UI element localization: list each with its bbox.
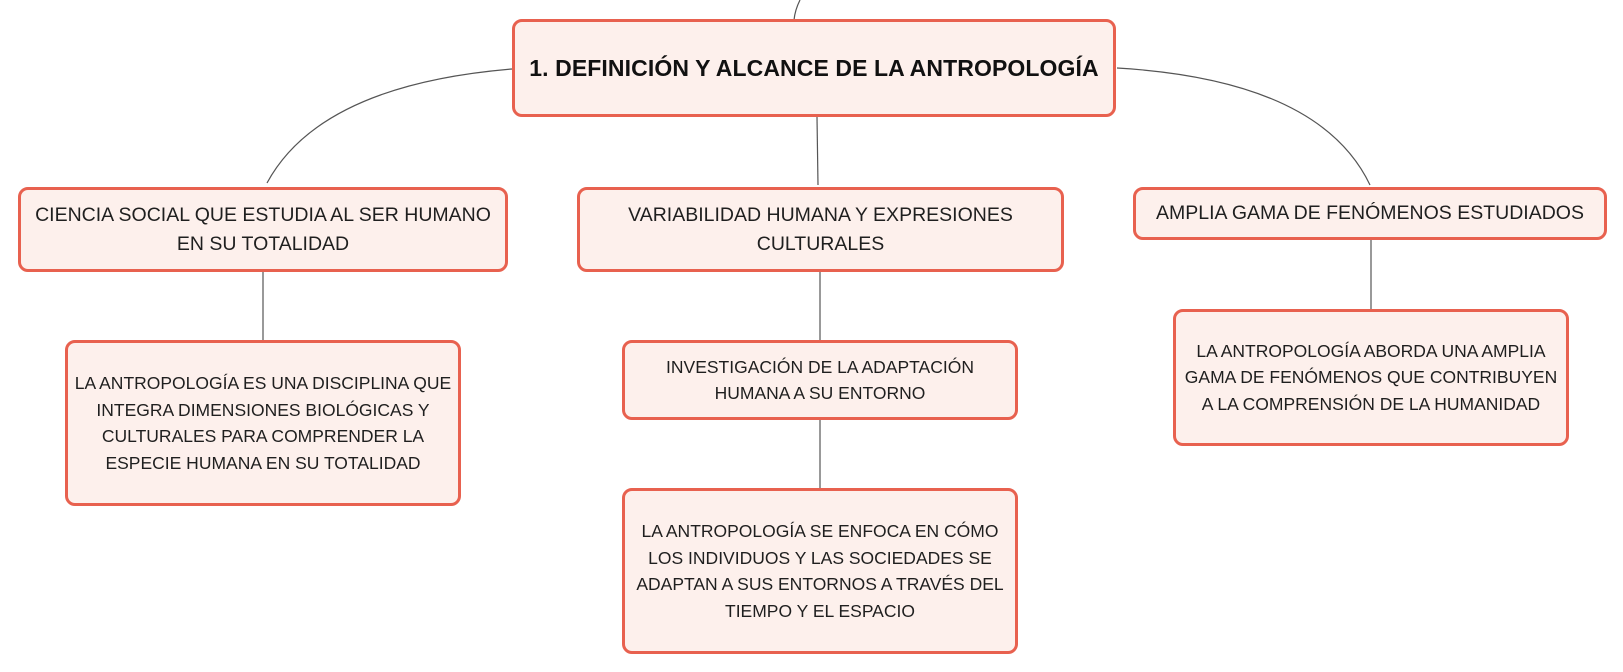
subtopic-text: LA ANTROPOLOGÍA ES UNA DISCIPLINA QUE INTEGRA DIMENSIONES BIOLÓGICAS Y CULTURALES PARA COMPRENDER LA ESPECIE HUMANA EN SU TOTALIDAD bbox=[74, 373, 452, 473]
connector-parent-to-root bbox=[794, 0, 800, 20]
subtopic-aborda-fenomenos[interactable] bbox=[1173, 309, 1569, 446]
branch-topic-text: CIENCIA SOCIAL QUE ESTUDIA AL SER HUMANO EN SU TOTALIDAD bbox=[35, 203, 491, 255]
branch-topic-text: AMPLIA GAMA DE FENÓMENOS ESTUDIADOS bbox=[1155, 202, 1584, 224]
subtopic-text: LA ANTROPOLOGÍA ABORDA UNA AMPLIA GAMA DE FENÓMENOS QUE CONTRIBUYEN A LA COMPRENSIÓN DE LA HUMANIDAD bbox=[1184, 340, 1558, 414]
connector-root-to-branch-3 bbox=[1117, 68, 1370, 185]
branch-topic-amplia-gama[interactable] bbox=[1133, 187, 1607, 240]
connector-root-to-branch-1 bbox=[267, 69, 512, 183]
subtopic-enfoca-adaptacion[interactable] bbox=[622, 488, 1018, 654]
subtopic-investigacion-adaptacion[interactable] bbox=[622, 340, 1018, 420]
subtopic-text: INVESTIGACIÓN DE LA ADAPTACIÓN HUMANA A SU ENTORNO bbox=[666, 356, 974, 403]
connector-root-to-branch-2 bbox=[817, 117, 818, 185]
subtopic-text: LA ANTROPOLOGÍA SE ENFOCA EN CÓMO LOS INDIVIDUOS Y LAS SOCIEDADES SE ADAPTAN A SUS ENTORNOS A TRAVÉS DEL TIEMPO Y EL ESPACIO bbox=[636, 521, 1004, 621]
branch-topic-text: VARIABILIDAD HUMANA Y EXPRESIONES CULTURALES bbox=[628, 203, 1013, 255]
root-topic-text: 1. DEFINICIÓN Y ALCANCE DE LA ANTROPOLOGÍA bbox=[529, 54, 1099, 81]
root-topic-node[interactable] bbox=[512, 19, 1116, 117]
subtopic-disciplina-integra[interactable] bbox=[65, 340, 461, 506]
branch-topic-ciencia-social[interactable] bbox=[18, 187, 508, 272]
branch-topic-variabilidad-humana[interactable] bbox=[577, 187, 1064, 272]
